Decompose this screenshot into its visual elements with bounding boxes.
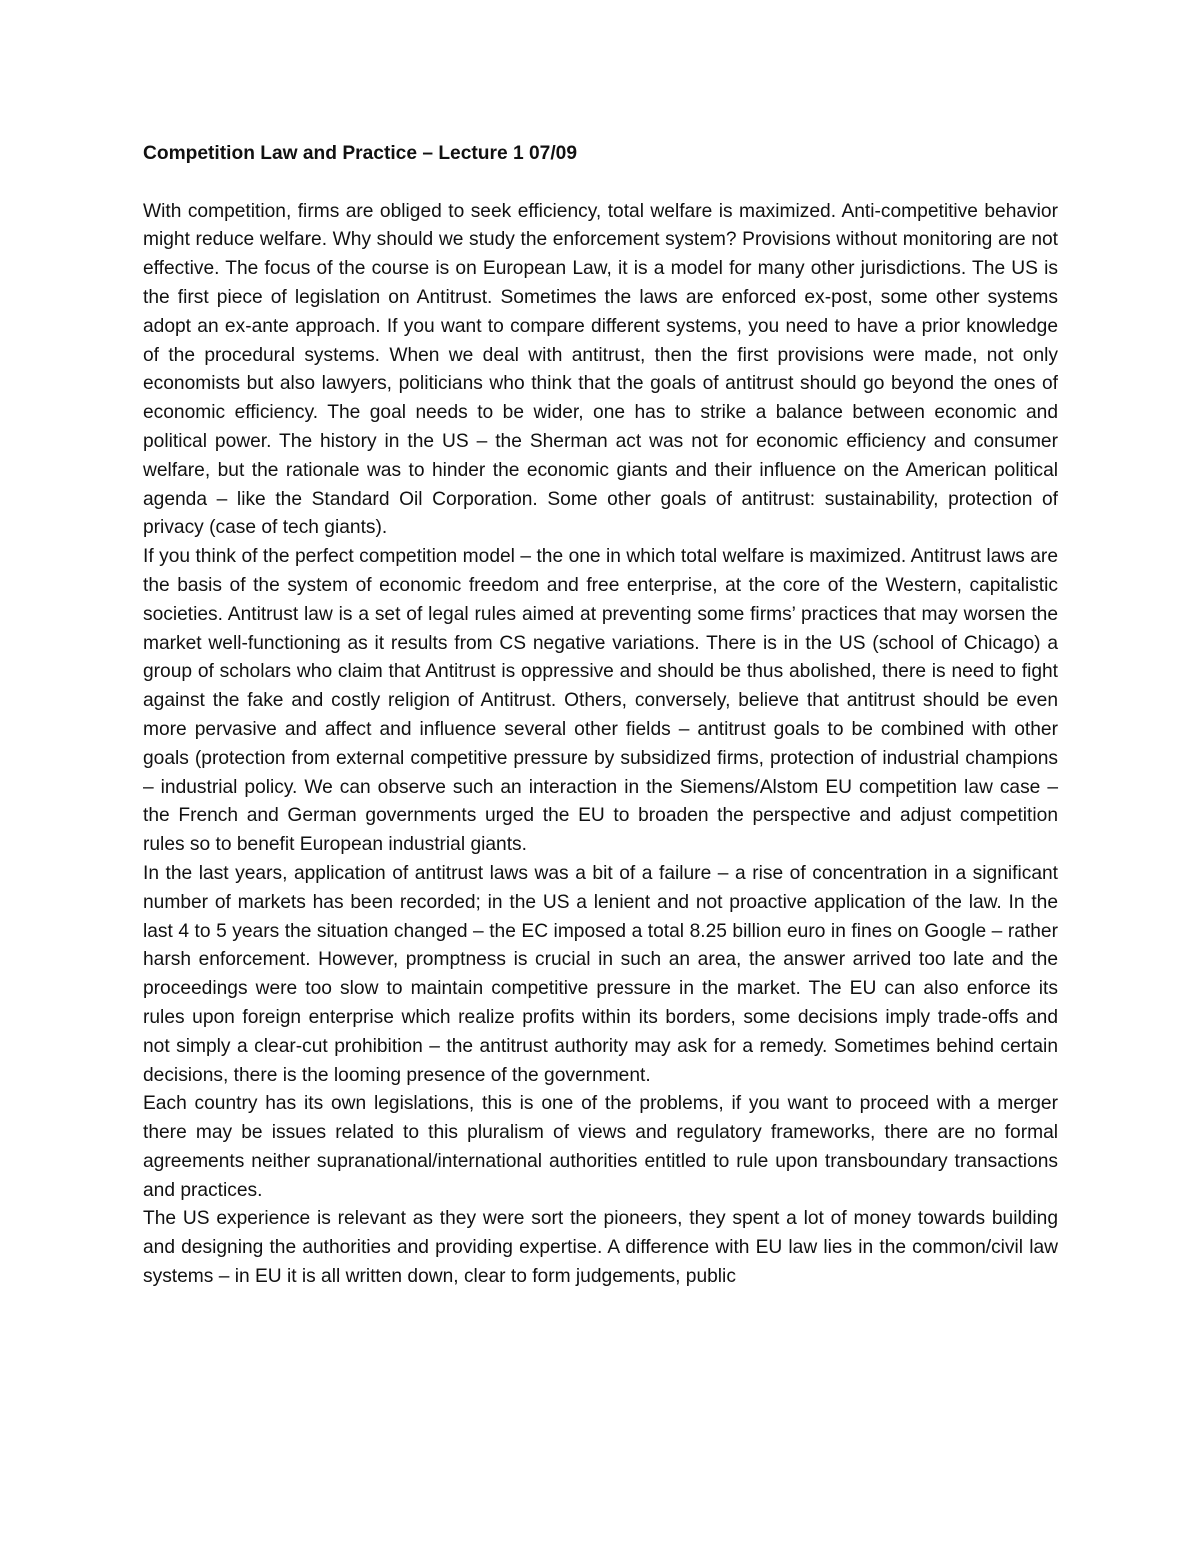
paragraph-us-experience: The US experience is relevant as they were sort the pioneers, they spent a lot of money towards building and designing the authorities and providing expertise. A difference with EU law lies in the common/civil law systems – in EU it is all written down, clear to form judgements, public	[143, 1208, 1058, 1288]
paragraph-application: In the last years, application of antitrust laws was a bit of a failure – a rise of concentration in a significant number of markets has been recorded; in the US a lenient and not proactive application of the law. In the last 4 to 5 years the situation changed – the EC imposed a total 8.25 billion euro in fines on Google – rather harsh enforcement. However, promptness is crucial in such an area, the answer arrived too late and the proceedings were too slow to maintain competitive pressure in the market. The EU can also enforce its rules upon foreign enterprise which realize profits within its borders, some decisions imply trade-offs and not simply a clear-cut prohibition – the antitrust authority may ask for a remedy. Sometimes behind certain decisions, there is the looming presence of the government.	[143, 862, 1058, 1086]
page-content	[143, 140, 1058, 1292]
paragraph-intro: With competition, firms are obliged to seek efficiency, total welfare is maximized. Anti-competitive behavior might reduce welfare. Why should we study the enforcement system? Provisions without monitoring are not effective. The focus of the course is on European Law, it is a model for many other jurisdictions. The US is the first piece of legislation on Antitrust. Sometimes the laws are enforced ex-post, some other systems adopt an ex-ante approach. If you want to compare different systems, you need to have a prior knowledge of the procedural systems. When we deal with antitrust, then the first provisions were made, not only economists but also lawyers, politicians who think that the goals of antitrust should go beyond the ones of economic efficiency. The goal needs to be wider, one has to strike a balance between economic and political power. The history in the US – the Sherman act was not for economic efficiency and consumer welfare, but the rationale was to hinder the economic giants and their influence on the American political agenda – like the Standard Oil Corporation. Some other goals of antitrust: sustainability, protection of privacy (case of tech giants).	[143, 200, 1058, 539]
paragraph-perfect-competition: If you think of the perfect competition model – the one in which total welfare is maximized. Antitrust laws are the basis of the system of economic freedom and free enterprise, at the core of the Western, capitalistic societies. Antitrust law is a set of legal rules aimed at preventing some firms’ practices that may worsen the market well-functioning as it results from CS negative variations. There is in the US (school of Chicago) a group of scholars who claim that Antitrust is oppressive and should be thus abolished, there is need to fight against the fake and costly religion of Antitrust. Others, conversely, believe that antitrust should be even more pervasive and affect and influence several other fields – antitrust goals to be combined with other goals (protection from external competitive pressure by subsidized firms, protection of industrial champions – industrial policy. We can observe such an interaction in the Siemens/Alstom EU competition law case – the French and German governments urged the EU to broaden the perspective and adjust competition rules so to benefit European industrial giants.	[143, 546, 1058, 856]
paragraph-legislations: Each country has its own legislations, this is one of the problems, if you want to proceed with a merger there may be issues related to this pluralism of views and regulatory frameworks, there are no formal agreements neither supranational/international authorities entitled to rule upon transboundary transactions and practices.	[143, 1093, 1058, 1201]
document-title: Competition Law and Practice – Lecture 1 07/09	[143, 143, 577, 164]
